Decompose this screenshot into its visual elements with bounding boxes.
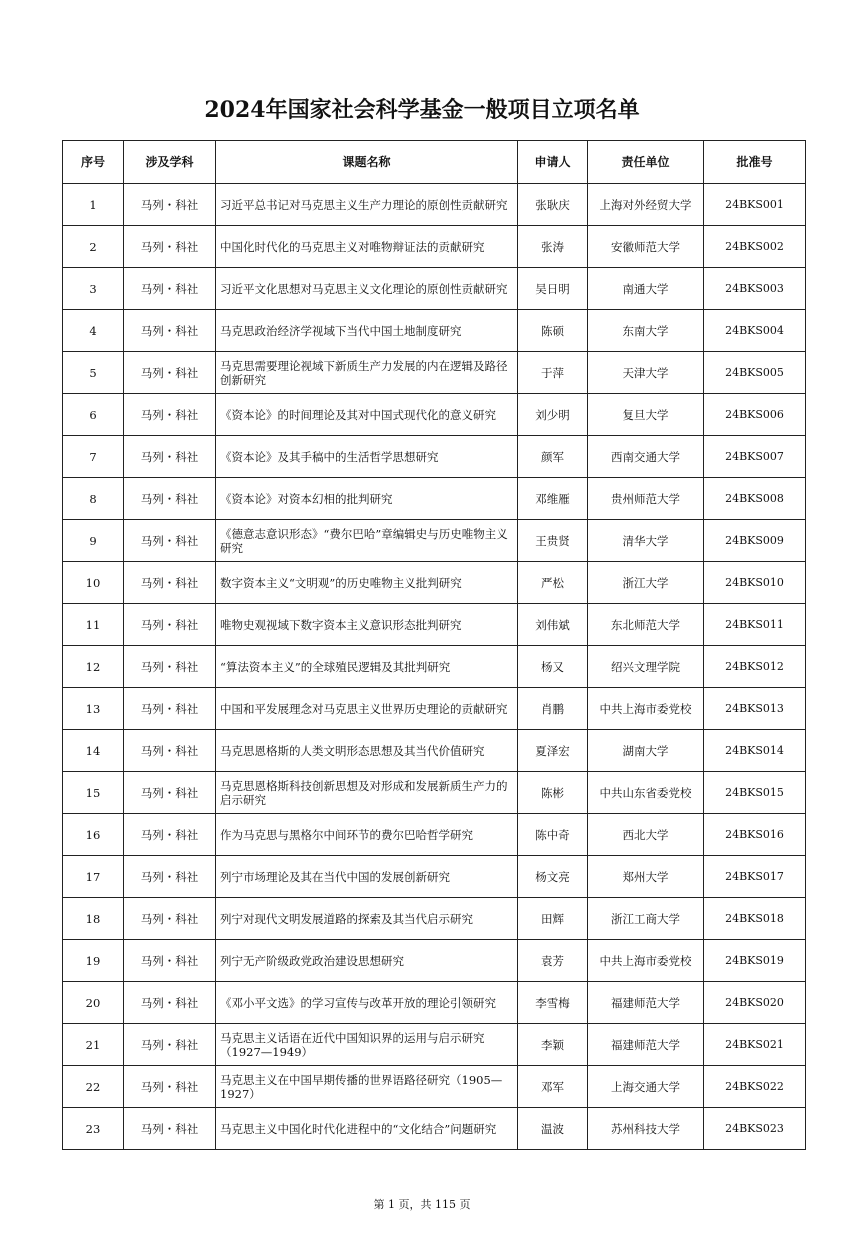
cell-unit: 上海对外经贸大学 [588,184,704,226]
cell-subject: 马列・科社 [124,772,216,814]
cell-unit: 浙江大学 [588,562,704,604]
cell-batch: 24BKS005 [704,352,806,394]
cell-topic: 马克思恩格斯科技创新思想及对形成和发展新质生产力的启示研究 [216,772,518,814]
cell-applicant: 杨文亮 [518,856,588,898]
table-row [63,352,806,394]
cell-topic: 习近平总书记对马克思主义生产力理论的原创性贡献研究 [216,184,518,226]
cell-subject: 马列・科社 [124,1108,216,1150]
table-row [63,478,806,520]
cell-seq: 10 [63,562,124,604]
table-row [63,268,806,310]
table-row [63,940,806,982]
page-footer: 第 1 页，共 115 页 [373,1198,471,1211]
cell-applicant: 李颖 [518,1024,588,1066]
cell-batch: 24BKS006 [704,394,806,436]
cell-subject: 马列・科社 [124,562,216,604]
header-subject: 涉及学科 [124,141,216,184]
cell-subject: 马列・科社 [124,1024,216,1066]
cell-unit: 福建师范大学 [588,982,704,1024]
cell-unit: 东北师范大学 [588,604,704,646]
cell-seq: 7 [63,436,124,478]
table-row [63,604,806,646]
cell-unit: 福建师范大学 [588,1024,704,1066]
cell-batch: 24BKS021 [704,1024,806,1066]
cell-subject: 马列・科社 [124,688,216,730]
table-row [63,562,806,604]
table-row [63,982,806,1024]
cell-topic: 《资本论》及其手稿中的生活哲学思想研究 [216,436,518,478]
cell-batch: 24BKS015 [704,772,806,814]
cell-applicant: 李雪梅 [518,982,588,1024]
table-body [63,184,806,1150]
cell-subject: 马列・科社 [124,604,216,646]
header-applicant: 申请人 [518,141,588,184]
cell-batch: 24BKS002 [704,226,806,268]
table-row [63,688,806,730]
cell-topic: 《德意志意识形态》“费尔巴哈”章编辑史与历史唯物主义研究 [216,520,518,562]
cell-batch: 24BKS016 [704,814,806,856]
cell-topic: 列宁无产阶级政党政治建设思想研究 [216,940,518,982]
cell-unit: 清华大学 [588,520,704,562]
cell-seq: 4 [63,310,124,352]
cell-unit: 湖南大学 [588,730,704,772]
cell-seq: 1 [63,184,124,226]
cell-subject: 马列・科社 [124,940,216,982]
cell-seq: 14 [63,730,124,772]
cell-seq: 16 [63,814,124,856]
cell-subject: 马列・科社 [124,310,216,352]
table-header [63,141,806,184]
cell-seq: 18 [63,898,124,940]
cell-topic: “算法资本主义”的全球殖民逻辑及其批判研究 [216,646,518,688]
cell-batch: 24BKS011 [704,604,806,646]
cell-subject: 马列・科社 [124,898,216,940]
cell-topic: 数字资本主义“文明观”的历史唯物主义批判研究 [216,562,518,604]
cell-seq: 17 [63,856,124,898]
cell-subject: 马列・科社 [124,730,216,772]
cell-applicant: 于萍 [518,352,588,394]
header-seq: 序号 [63,141,124,184]
cell-topic: 马克思主义在中国早期传播的世界语路径研究（1905—1927） [216,1066,518,1108]
cell-seq: 23 [63,1108,124,1150]
cell-topic: 中国化时代化的马克思主义对唯物辩证法的贡献研究 [216,226,518,268]
cell-unit: 中共山东省委党校 [588,772,704,814]
cell-batch: 24BKS001 [704,184,806,226]
cell-unit: 绍兴文理学院 [588,646,704,688]
cell-seq: 2 [63,226,124,268]
cell-seq: 8 [63,478,124,520]
table-header-row [63,141,806,184]
cell-applicant: 陈中奇 [518,814,588,856]
table-row [63,898,806,940]
cell-applicant: 温波 [518,1108,588,1150]
cell-batch: 24BKS008 [704,478,806,520]
header-batch: 批准号 [704,141,806,184]
cell-applicant: 严松 [518,562,588,604]
project-list-table-container [62,140,805,1150]
cell-subject: 马列・科社 [124,226,216,268]
cell-applicant: 邓军 [518,1066,588,1108]
cell-unit: 安徽师范大学 [588,226,704,268]
cell-unit: 郑州大学 [588,856,704,898]
table-row [63,646,806,688]
cell-applicant: 张耿庆 [518,184,588,226]
cell-topic: 马克思主义话语在近代中国知识界的运用与启示研究（1927—1949） [216,1024,518,1066]
cell-applicant: 肖鹏 [518,688,588,730]
cell-batch: 24BKS003 [704,268,806,310]
header-topic: 课题名称 [216,141,518,184]
cell-subject: 马列・科社 [124,814,216,856]
cell-seq: 6 [63,394,124,436]
cell-applicant: 袁芳 [518,940,588,982]
cell-subject: 马列・科社 [124,352,216,394]
cell-seq: 9 [63,520,124,562]
cell-topic: 习近平文化思想对马克思主义文化理论的原创性贡献研究 [216,268,518,310]
cell-applicant: 陈硕 [518,310,588,352]
table-row [63,394,806,436]
cell-batch: 24BKS004 [704,310,806,352]
cell-unit: 南通大学 [588,268,704,310]
cell-seq: 13 [63,688,124,730]
cell-topic: 唯物史观视域下数字资本主义意识形态批判研究 [216,604,518,646]
cell-subject: 马列・科社 [124,184,216,226]
cell-batch: 24BKS013 [704,688,806,730]
cell-unit: 东南大学 [588,310,704,352]
cell-topic: 马克思政治经济学视域下当代中国土地制度研究 [216,310,518,352]
table-row [63,730,806,772]
cell-topic: 马克思主义中国化时代化进程中的“文化结合”问题研究 [216,1108,518,1150]
cell-applicant: 夏泽宏 [518,730,588,772]
page-title: 2024年国家社会科学基金一般项目立项名单 [204,97,640,123]
cell-seq: 12 [63,646,124,688]
table-row [63,310,806,352]
table-row [63,226,806,268]
cell-applicant: 刘伟斌 [518,604,588,646]
cell-topic: 马克思需要理论视域下新质生产力发展的内在逻辑及路径创新研究 [216,352,518,394]
cell-applicant: 邓维雁 [518,478,588,520]
cell-unit: 贵州师范大学 [588,478,704,520]
cell-applicant: 陈彬 [518,772,588,814]
cell-seq: 19 [63,940,124,982]
cell-subject: 马列・科社 [124,982,216,1024]
table-row [63,814,806,856]
table-row [63,1108,806,1150]
cell-seq: 11 [63,604,124,646]
cell-topic: 作为马克思与黑格尔中间环节的费尔巴哈哲学研究 [216,814,518,856]
table-row [63,856,806,898]
cell-applicant: 张涛 [518,226,588,268]
cell-seq: 15 [63,772,124,814]
cell-topic: 中国和平发展理念对马克思主义世界历史理论的贡献研究 [216,688,518,730]
cell-subject: 马列・科社 [124,436,216,478]
cell-subject: 马列・科社 [124,268,216,310]
cell-applicant: 刘少明 [518,394,588,436]
table-row [63,1066,806,1108]
cell-unit: 苏州科技大学 [588,1108,704,1150]
cell-unit: 复旦大学 [588,394,704,436]
cell-batch: 24BKS012 [704,646,806,688]
cell-batch: 24BKS014 [704,730,806,772]
cell-seq: 5 [63,352,124,394]
cell-batch: 24BKS023 [704,1108,806,1150]
cell-batch: 24BKS010 [704,562,806,604]
cell-subject: 马列・科社 [124,520,216,562]
table-row [63,436,806,478]
table-row [63,772,806,814]
cell-subject: 马列・科社 [124,1066,216,1108]
cell-unit: 西南交通大学 [588,436,704,478]
cell-seq: 20 [63,982,124,1024]
cell-batch: 24BKS007 [704,436,806,478]
cell-topic: 《资本论》的时间理论及其对中国式现代化的意义研究 [216,394,518,436]
cell-batch: 24BKS018 [704,898,806,940]
cell-subject: 马列・科社 [124,646,216,688]
cell-subject: 马列・科社 [124,394,216,436]
cell-unit: 上海交通大学 [588,1066,704,1108]
cell-seq: 3 [63,268,124,310]
cell-batch: 24BKS009 [704,520,806,562]
cell-subject: 马列・科社 [124,478,216,520]
cell-topic: 《邓小平文选》的学习宣传与改革开放的理论引领研究 [216,982,518,1024]
cell-applicant: 田辉 [518,898,588,940]
cell-batch: 24BKS022 [704,1066,806,1108]
cell-batch: 24BKS019 [704,940,806,982]
cell-subject: 马列・科社 [124,856,216,898]
header-unit: 责任单位 [588,141,704,184]
table-row [63,1024,806,1066]
cell-unit: 天津大学 [588,352,704,394]
cell-topic: 列宁市场理论及其在当代中国的发展创新研究 [216,856,518,898]
cell-unit: 中共上海市委党校 [588,940,704,982]
cell-applicant: 王贵贤 [518,520,588,562]
cell-seq: 22 [63,1066,124,1108]
cell-topic: 列宁对现代文明发展道路的探索及其当代启示研究 [216,898,518,940]
cell-applicant: 吴日明 [518,268,588,310]
project-list-table [62,140,806,1150]
cell-unit: 西北大学 [588,814,704,856]
cell-batch: 24BKS020 [704,982,806,1024]
cell-seq: 21 [63,1024,124,1066]
cell-topic: 马克思恩格斯的人类文明形态思想及其当代价值研究 [216,730,518,772]
cell-unit: 浙江工商大学 [588,898,704,940]
cell-batch: 24BKS017 [704,856,806,898]
cell-unit: 中共上海市委党校 [588,688,704,730]
cell-topic: 《资本论》对资本幻相的批判研究 [216,478,518,520]
table-row [63,520,806,562]
cell-applicant: 颜军 [518,436,588,478]
cell-applicant: 杨又 [518,646,588,688]
table-row [63,184,806,226]
